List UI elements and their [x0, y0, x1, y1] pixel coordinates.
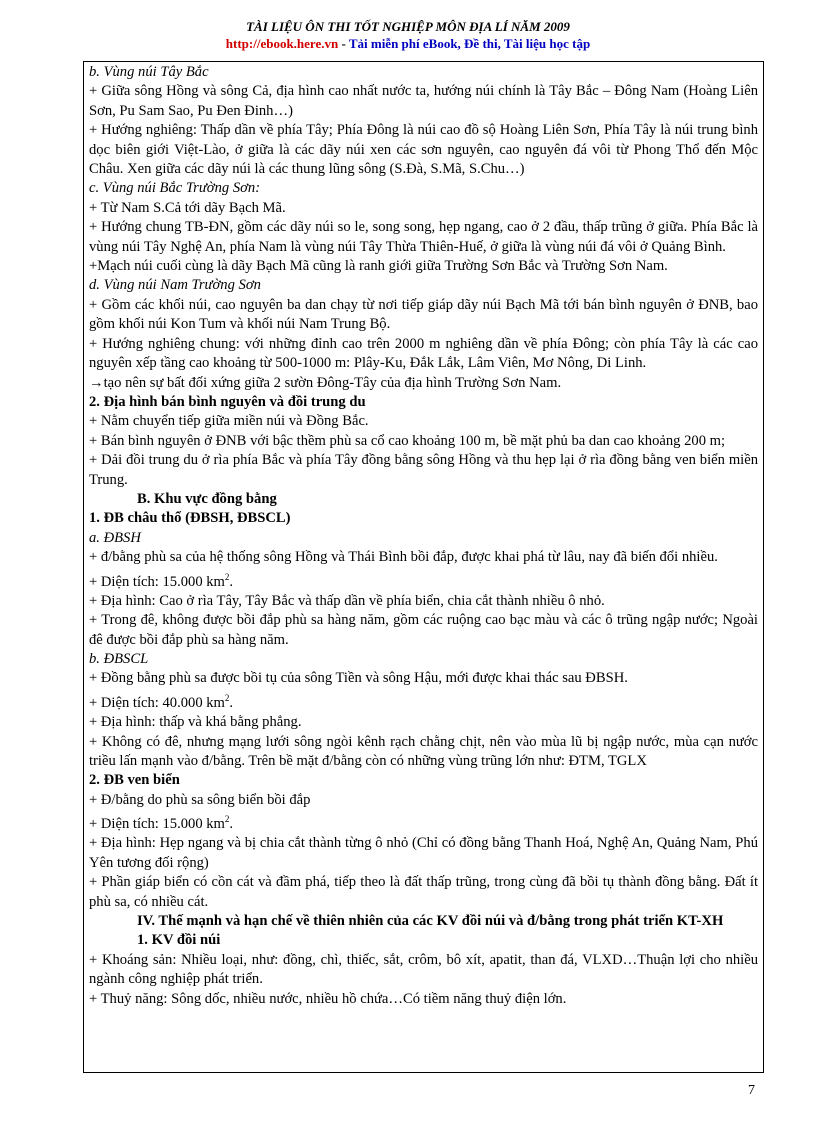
content-line	[89, 412, 758, 431]
content-line	[89, 432, 758, 451]
document-title: TÀI LIỆU ÔN THI TỐT NGHIỆP MÔN ĐỊA LÍ NĂM 2009	[246, 19, 570, 34]
content-line	[89, 218, 758, 257]
superscript: 2	[224, 571, 230, 582]
content-line	[89, 650, 758, 669]
superscript: 2	[224, 814, 230, 825]
content-line	[89, 296, 758, 335]
content-text: 1. KV đồi núi	[137, 932, 221, 949]
content-text: + Địa hình: Hẹp ngang và bị chia cắt thành từng ô nhỏ (Chỉ có đồng bằng Thanh Hoá, Nghệ An, Quảng Nam, Phú Yên tương đối rộng)	[89, 835, 758, 871]
header-subline	[0, 35, 816, 52]
content-text: + Hướng chung TB-ĐN, gồm các dãy núi so le, song song, hẹp ngang, cao ở 2 đầu, thấp trũng ở giữa. Phía Bắc là vùng núi Tây Nghệ An, phía Nam là vùng núi Tây Thừa Thiên-Huế, ở giữa là vùng núi đá vôi ở Quảng Bình.	[89, 219, 758, 255]
content-line	[89, 873, 758, 912]
content-text: +Mạch núi cuối cùng là dãy Bạch Mã cũng là ranh giới giữa Trường Sơn Bắc và Trường Sơn Nam.	[89, 258, 668, 275]
content-text: + đ/bằng phù sa của hệ thống sông Hồng và Thái Bình bồi đắp, được khai phá từ lâu, nay đã biến đổi nhiều.	[89, 549, 718, 566]
content-text: + Địa hình: Cao ở rìa Tây, Tây Bắc và thấp dần về phía biển, chia cắt thành nhiều ô nhỏ.	[89, 592, 605, 609]
content-text: + Từ Nam S.Cả tới dãy Bạch Mã.	[89, 199, 286, 216]
content-line	[89, 568, 758, 592]
content-text: + Bán bình nguyên ở ĐNB với bậc thềm phù sa cổ cao khoảng 100 m, bề mặt phủ ba dan cao khoảng 200 m;	[89, 432, 726, 449]
content-text: + Gồm các khối núi, cao nguyên ba dan chạy từ nơi tiếp giáp dãy núi Bạch Mã tới bán bình nguyên ở ĐNB, bao gồm khối núi Kon Tum và khối núi Nam Trung Bộ.	[89, 296, 758, 333]
content-text: b. Vùng núi Tây Bắc	[89, 64, 209, 80]
content-line	[89, 374, 758, 393]
content-text: →tạo nên sự bất đối xứng giữa 2 sườn Đông-Tây của địa hình Trường Sơn Nam.	[89, 374, 562, 391]
content-text: + Địa hình: thấp và khá bằng phẳng.	[89, 714, 302, 731]
content-line	[89, 990, 758, 1009]
content-text: d. Vùng núi Nam Trường Sơn	[89, 277, 261, 294]
content-text: a. ĐBSH	[89, 529, 141, 546]
content-line	[89, 592, 758, 611]
content-line	[89, 611, 758, 650]
content-line	[89, 548, 758, 567]
content-line	[89, 931, 758, 950]
content-line	[89, 810, 758, 834]
content-text: + Nằm chuyển tiếp giữa miền núi và Đồng Bắc.	[89, 413, 369, 430]
content-tail: .	[229, 816, 234, 833]
content-text: + Thuỷ năng: Sông dốc, nhiều nước, nhiều hồ chứa…Có tiềm năng thuỷ điện lớn.	[89, 990, 567, 1007]
content-text: + Diện tích: 40.000 km	[89, 694, 225, 711]
content-text: b. ĐBSCL	[89, 651, 149, 668]
content-line	[89, 393, 758, 412]
content-line	[89, 951, 758, 990]
content-line	[89, 199, 758, 218]
content-line	[89, 771, 758, 790]
content-line	[89, 509, 758, 528]
content-line	[89, 713, 758, 732]
content-text: + Đ/bằng do phù sa sông biển bồi đắp	[89, 791, 311, 808]
content-tail: .	[229, 694, 234, 711]
header-tagline: Tải miễn phí eBook, Đề thi, Tài liệu học tập	[348, 36, 591, 51]
content-text: c. Vùng núi Bắc Trường Sơn:	[89, 180, 261, 197]
content-tail: .	[229, 573, 234, 590]
content-line	[89, 912, 758, 931]
content-frame	[83, 61, 764, 1073]
content-text: + Không có đê, nhưng mạng lưới sông ngòi kênh rạch chằng chịt, nên vào mùa lũ bị ngập nước, mùa cạn nước triều lấn mạnh vào đ/bằng. Trên bề mặt đ/bằng còn có những vùng trũng lớn như: ĐTM, TGLX	[89, 733, 758, 769]
content-text: + Khoáng sản: Nhiều loại, như: đồng, chì, thiếc, sắt, crôm, bô xít, apatit, than đá, VLXD…Thuận lợi cho nhiều ngành công nghiệp phát triển.	[89, 951, 758, 988]
ebook-link[interactable]: http://ebook.here.vn	[225, 36, 339, 51]
content-text: 2. Địa hình bán bình nguyên và đồi trung du	[89, 393, 366, 410]
page-number: 7	[748, 1083, 755, 1098]
content-text: + Diện tích: 15.000 km	[89, 816, 225, 833]
content-text: + Trong đê, không được bồi đắp phù sa hàng năm, gồm các ruộng cao bạc màu và các ô trũng ngập nước; Ngoài đê được bồi đắp phù sa hàng năm.	[89, 612, 758, 648]
content-text: B. Khu vực đồng bằng	[137, 490, 277, 507]
content-text: + Hướng nghiêng chung: với những đỉnh cao trên 2000 m nghiêng dần về phía Đông; còn phía Tây là các cao nguyên xếp tầng cao khoảng từ 500-1000 m: Plây-Ku, Đắk Lắk, Lâm Viên, Mơ Nông, Di Linh.	[89, 335, 758, 372]
page-header	[0, 18, 816, 52]
content-text: + Phần giáp biển có cồn cát và đầm phá, tiếp theo là đất thấp trũng, trong cùng đã bồi tụ thành đồng bằng. Đất ít phù sa, có nhiều cát.	[89, 874, 758, 910]
content-line	[89, 451, 758, 490]
content-line	[89, 490, 758, 509]
content-line	[89, 82, 758, 121]
content-line	[89, 257, 758, 276]
content-line	[89, 335, 758, 374]
content-text: 2. ĐB ven biển	[89, 772, 180, 789]
content-text: + Diện tích: 15.000 km	[89, 573, 225, 590]
content-text: + Giữa sông Hồng và sông Cả, địa hình cao nhất nước ta, hướng núi chính là Tây Bắc – Đông Nam (Hoàng Liên Sơn, Pu Sam Sao, Pu Đen Đinh…)	[89, 83, 758, 119]
content-text: + Hướng nghiêng: Thấp dần về phía Tây; Phía Đông là núi cao đồ sộ Hoàng Liên Sơn, Phía Tây là núi trung bình dọc biên giới Việt-Lào, ở giữa là các dãy núi xen các sơn nguyên, cao nguyên đá vôi từ Phong Thổ đến Mộc Châu. Xen giữa các dãy núi là các thung lũng sông (S.Đà, S.Mã, S.Chu…)	[89, 122, 758, 178]
content-line	[89, 689, 758, 713]
content-line	[89, 733, 758, 772]
header-separator: -	[338, 36, 349, 51]
content-text: IV. Thế mạnh và hạn chế về thiên nhiên của các KV đồi núi và đ/bằng trong phát triển KT-XH	[137, 913, 724, 930]
content-line	[89, 63, 758, 82]
superscript: 2	[224, 692, 230, 703]
content-text: + Đồng bằng phù sa được bồi tụ của sông Tiền và sông Hậu, mới được khai thác sau ĐBSH.	[89, 670, 628, 687]
content-line	[89, 669, 758, 688]
content-text: + Dải đồi trung du ở rìa phía Bắc và phía Tây đồng bằng sông Hồng và thu hẹp lại ở rìa đồng bằng ven biển miền Trung.	[89, 452, 758, 488]
content-text: 1. ĐB châu thổ (ĐBSH, ĐBSCL)	[89, 510, 291, 527]
content-line	[89, 834, 758, 873]
content-line	[89, 179, 758, 198]
content-line	[89, 121, 758, 179]
content-line	[89, 529, 758, 548]
content-line	[89, 276, 758, 295]
content-line	[89, 791, 758, 810]
